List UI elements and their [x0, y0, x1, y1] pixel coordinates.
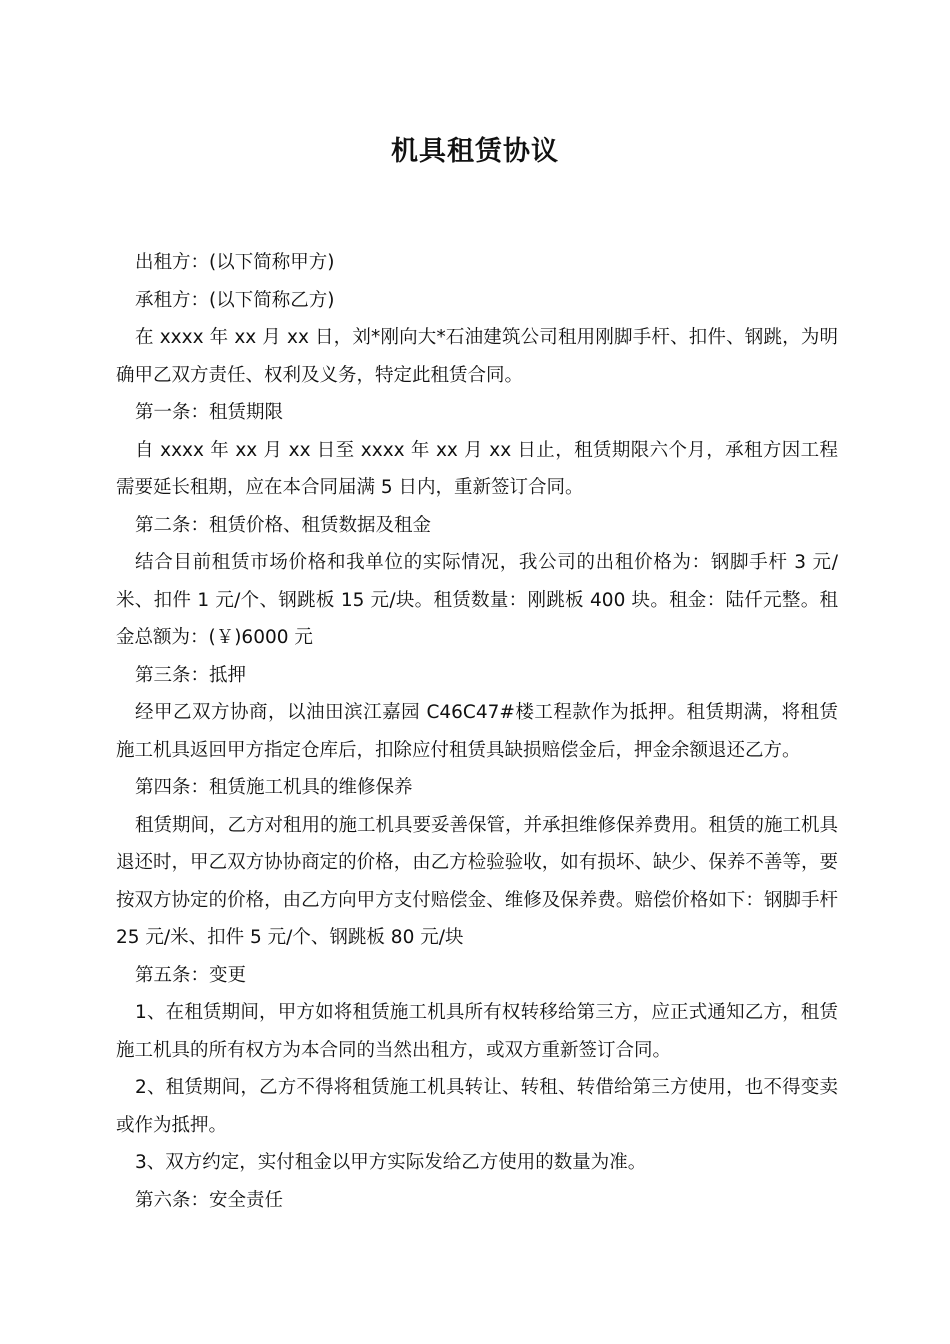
- article-2-heading: 第二条：租赁价格、租赁数据及租金: [135, 514, 432, 536]
- article-3-heading: 第三条：抵押: [135, 664, 247, 686]
- article-4-paragraph: 租赁期间，乙方对租用的施工机具要妥善保管，并承担维修保养费用。租赁的施工机具退还时，甲乙双方协协商定的价格，由乙方检验验收，如有损坏、缺少、保养不善等，要按双方协定的价格，由乙方向甲方支付赔偿金、维修及保养费。赔偿价格如下：钢脚手杆 25 元/米、扣件 5 元/个、钢跳板 80 元/块: [116, 814, 839, 948]
- article-3-paragraph: 经甲乙双方协商，以油田滨江嘉园 C46C47#楼工程款作为抵押。租赁期满，将租赁施工机具返回甲方指定仓库后，扣除应付租赁具缺损赔偿金后，押金余额退还乙方。: [116, 702, 838, 761]
- document-title: 机具租赁协议: [391, 136, 559, 167]
- article-1-paragraph: 自 xxxx 年 xx 月 xx 日至 xxxx 年 xx 月 xx 日止，租赁期限六个月，承租方因工程需要延长租期，应在本合同届满 5 日内，重新签订合同。: [116, 439, 838, 498]
- article-5-clause-1: 1、在租赁期间，甲方如将租赁施工机具所有权转移给第三方，应正式通知乙方，租赁施工机具的所有权方为本合同的当然出租方，或双方重新签订合同。: [116, 1002, 838, 1061]
- article-5-clause-2: 2、租赁期间，乙方不得将租赁施工机具转让、转租、转借给第三方使用，也不得变卖或作为抵押。: [116, 1077, 838, 1136]
- document-body: [116, 244, 838, 1219]
- lessee-line: 承租方：(以下简称乙方): [135, 289, 335, 311]
- article-5-clause-3: 3、双方约定，实付租金以甲方实际发给乙方使用的数量为准。: [135, 1152, 647, 1173]
- article-5-heading: 第五条：变更: [135, 964, 247, 986]
- article-2-paragraph: 结合目前租赁市场价格和我单位的实际情况，我公司的出租价格为：钢脚手杆 3 元/米、扣件 1 元/个、钢跳板 15 元/块。租赁数量：刚跳板 400 块。租金：陆仟元整。租金总额为：(￥)6000 元: [116, 552, 838, 648]
- article-1-heading: 第一条：租赁期限: [135, 402, 284, 423]
- lessor-line: 出租方：(以下简称甲方): [135, 252, 335, 273]
- preamble-paragraph: 在 xxxx 年 xx 月 xx 日，刘*刚向大*石油建筑公司租用刚脚手杆、扣件、钢跳，为明确甲乙双方责任、权利及义务，特定此租赁合同。: [116, 327, 838, 386]
- article-6-heading: 第六条：安全责任: [135, 1189, 284, 1211]
- article-4-heading: 第四条：租赁施工机具的维修保养: [135, 777, 413, 798]
